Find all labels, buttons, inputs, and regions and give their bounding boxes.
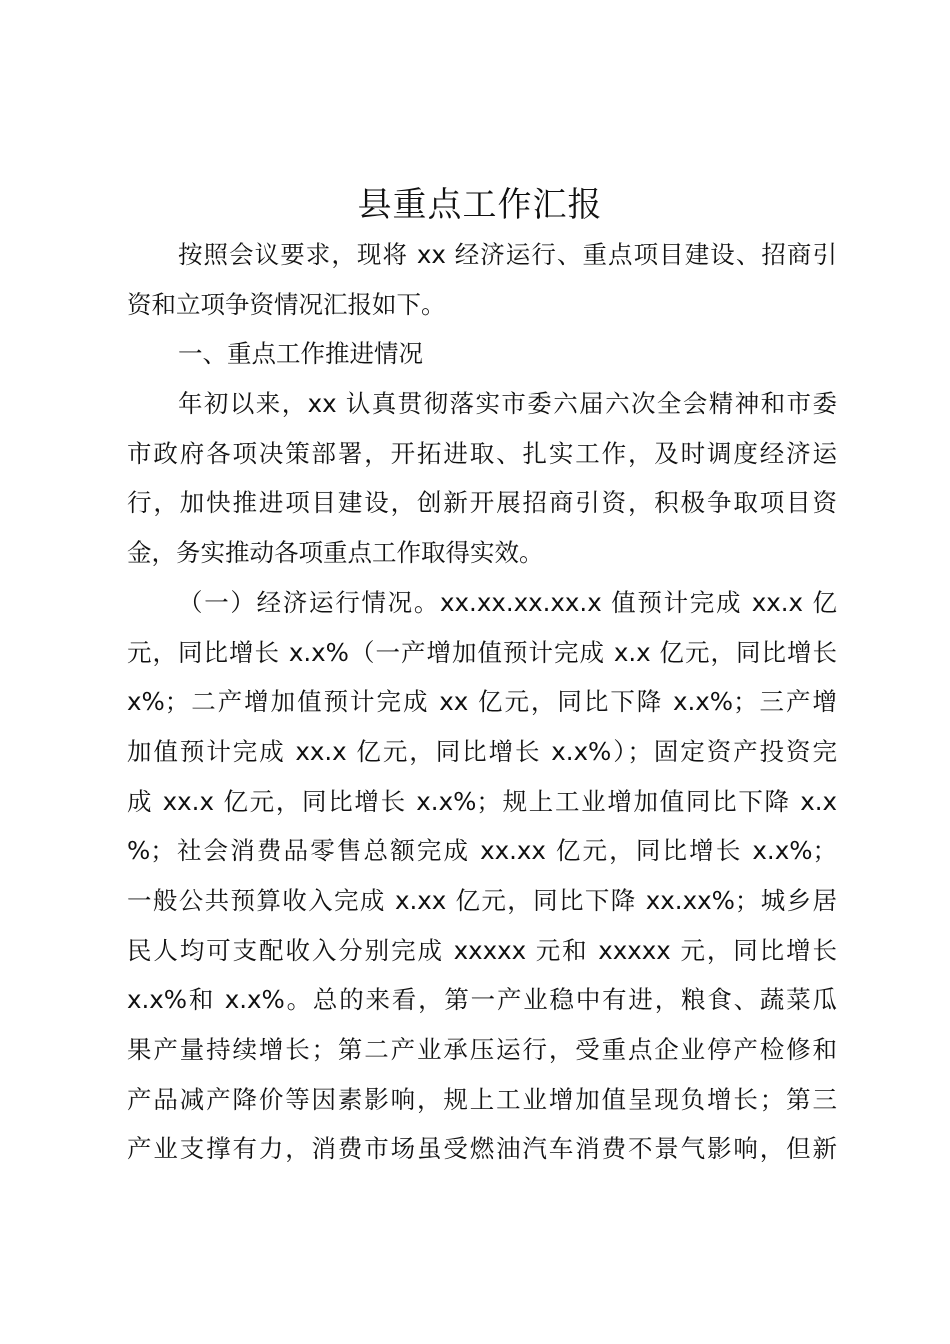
document-body bbox=[127, 230, 837, 1174]
text-line: 资和立项争资情况汇报如下。 bbox=[127, 289, 446, 319]
text-line: 行，加快推进项目建设，创新开展招商引资，积极争取项目资 bbox=[127, 488, 837, 518]
text-line: 一般公共预算收入完成 x.xx 亿元，同比下降 xx.xx%；城乡居 bbox=[127, 885, 837, 915]
text-line: 按照会议要求，现将 xx 经济运行、重点项目建设、招商引 bbox=[178, 240, 837, 269]
text-line: %；社会消费品零售总额完成 xx.xx 亿元，同比增长 x.x%； bbox=[127, 836, 837, 866]
text-line: x.x%和 x.x%。总的来看，第一产业稳中有进，粮食、蔬菜瓜 bbox=[127, 985, 837, 1015]
text-line: 民人均可支配收入分别完成 xxxxx 元和 xxxxx 元，同比增长 bbox=[127, 935, 837, 965]
text-line: 果产量持续增长；第二产业承压运行，受重点企业停产检修和 bbox=[127, 1035, 837, 1064]
paragraph-economic-operation bbox=[127, 578, 837, 1174]
text-line: 加值预计完成 xx.x 亿元，同比增长 x.x%）；固定资产投资完 bbox=[127, 736, 837, 766]
document-title: 县重点工作汇报 bbox=[357, 185, 603, 225]
text-line: 市政府各项决策部署，开拓进取、扎实工作，及时调度经济运 bbox=[127, 438, 837, 468]
section-heading-text: 一、重点工作推进情况 bbox=[178, 339, 423, 369]
text-line: 产业支撑有力，消费市场虽受燃油汽车消费不景气影响，但新 bbox=[127, 1134, 837, 1164]
section-heading bbox=[127, 329, 837, 379]
text-line: 金，务实推动各项重点工作取得实效。 bbox=[127, 538, 544, 568]
text-line: x%；二产增加值预计完成 xx 亿元，同比下降 x.x%；三产增 bbox=[127, 687, 837, 717]
paragraph-overview bbox=[127, 379, 837, 578]
text-line: 产品减产降价等因素影响，规上工业增加值呈现负增长；第三 bbox=[127, 1084, 837, 1114]
text-line: 成 xx.x 亿元，同比增长 x.x%；规上工业增加值同比下降 x.x bbox=[127, 786, 837, 816]
text-line: 年初以来，xx 认真贯彻落实市委六届六次全会精神和市委 bbox=[178, 389, 837, 419]
paragraph-intro bbox=[127, 230, 837, 329]
text-line: 元，同比增长 x.x%（一产增加值预计完成 x.x 亿元，同比增长 bbox=[127, 637, 837, 667]
text-line: （一）经济运行情况。xx.xx.xx.xx.x 值预计完成 xx.x 亿 bbox=[178, 587, 837, 617]
